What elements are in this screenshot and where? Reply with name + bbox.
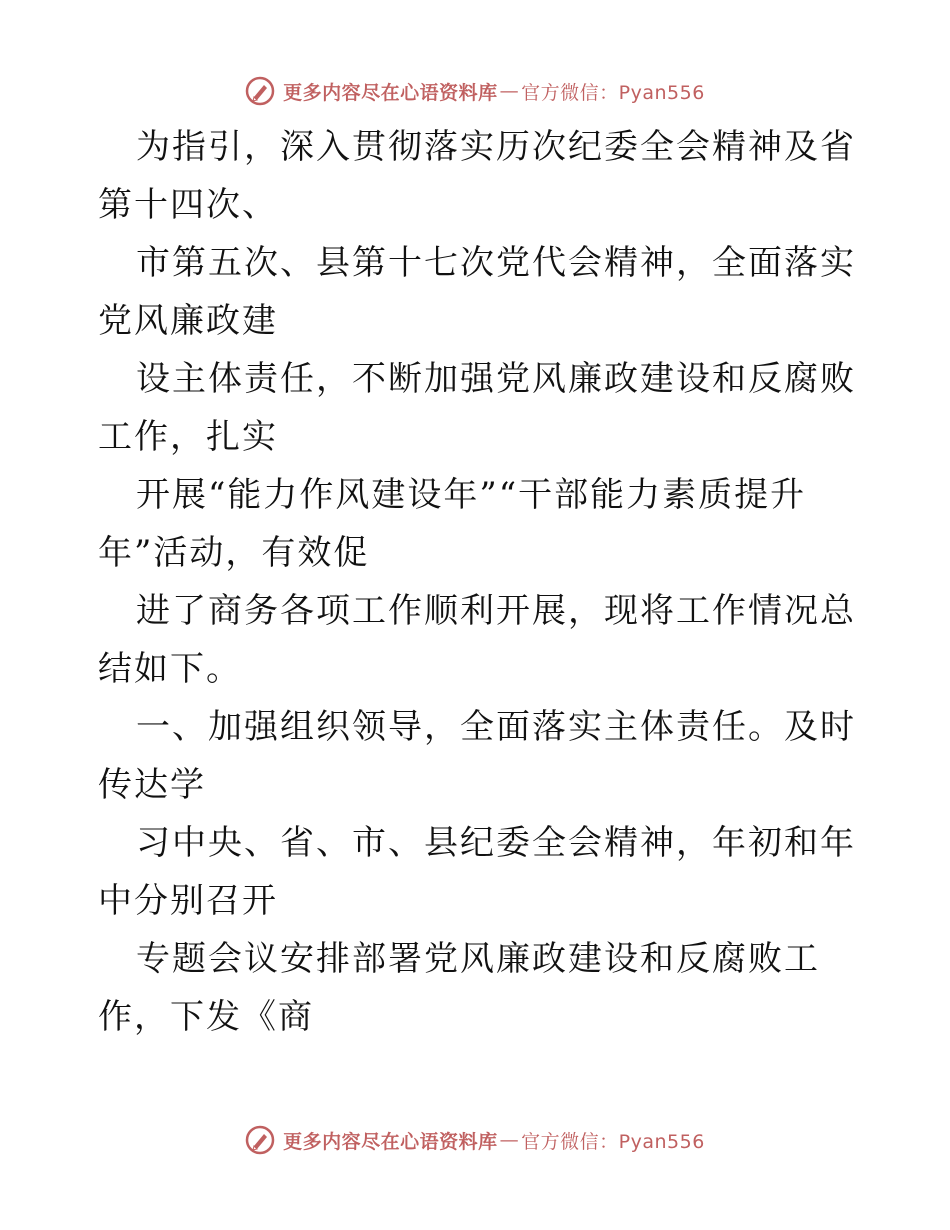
paragraph-line-6: 一、加强组织领导，全面落实主体责任。及时传达学 (98, 707, 856, 805)
watermark-text: 更多内容尽在心语资料库 (283, 81, 498, 104)
watermark-dash: — (499, 80, 520, 102)
pen-logo-icon (245, 1125, 275, 1155)
paragraph-line-5: 进了商务各项工作顺利开展，现将工作情况总结如下。 (98, 591, 856, 689)
paragraph-line-3: 设主体责任，不断加强党风廉政建设和反腐败工作，扎实 (98, 359, 856, 457)
header-watermark (0, 71, 950, 111)
watermark-text: 更多内容尽在心语资料库 (283, 1130, 498, 1153)
paragraph-line-7: 习中央、省、市、县纪委全会精神，年初和年中分别召开 (98, 823, 856, 921)
paragraph-line-1: 为指引，深入贯彻落实历次纪委全会精神及省第十四次、 (98, 127, 856, 225)
paragraph-line-8: 专题会议安排部署党风廉政建设和反腐败工作，下发《商 (98, 939, 820, 1037)
watermark-dash: — (499, 1129, 520, 1151)
footer-watermark (0, 1120, 950, 1160)
paragraph-line-4: 开展“能力作风建设年”“干部能力素质提升年”活动，有效促 (98, 475, 807, 573)
pen-logo-icon (245, 76, 275, 106)
watermark-wechat: 官方微信：Pyan556 (521, 81, 705, 104)
document-body (98, 118, 858, 1046)
paragraph-line-2: 市第五次、县第十七次党代会精神，全面落实党风廉政建 (98, 243, 856, 341)
watermark-wechat: 官方微信：Pyan556 (521, 1130, 705, 1153)
